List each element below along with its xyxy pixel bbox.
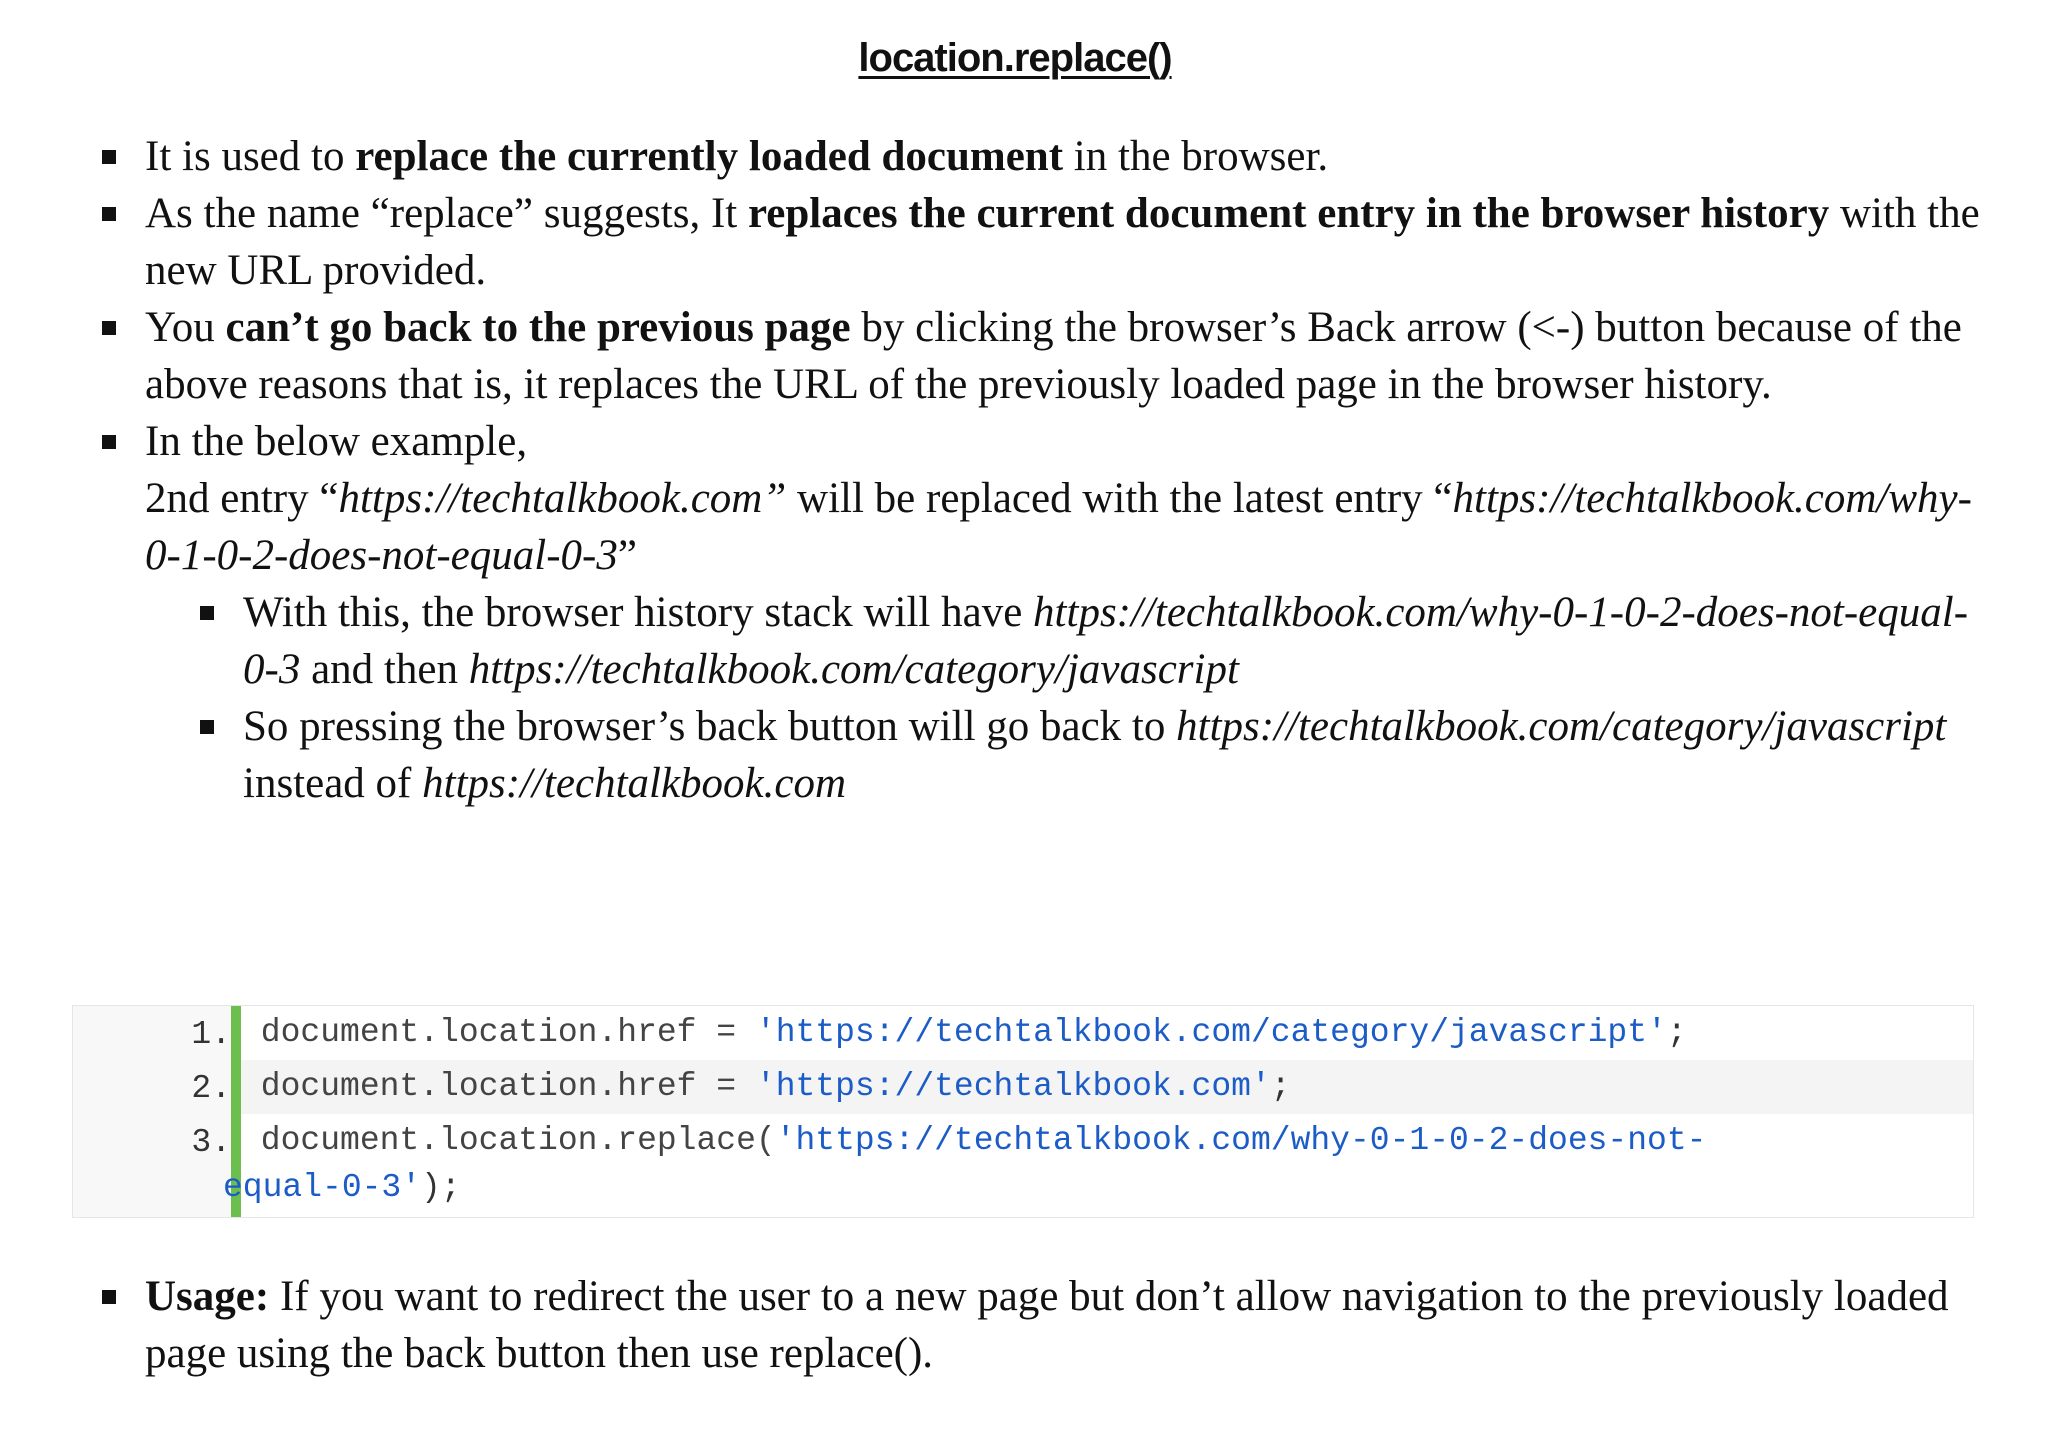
- section-title: location.replace(): [858, 36, 1172, 80]
- line-number: 2.: [191, 1070, 231, 1107]
- list-item: In the below example, 2nd entry “https://techtalkbook.com” will be replaced with the latest entry “https://techtalkbook.com/why-0-1-0-2-does-not-equal-0-3” With this, the browser history stack will have https://techtalkbook.com/why-0-1-0-2-does-not-equal-0-3 and then https://techtalkbook.com/category/javascript So pressing the browser’s back button will go back to https://techtalkbook.com/category/javascript instead of https://techtalkbook.com: [145, 413, 1985, 812]
- sub-bullet-list: [145, 584, 1985, 812]
- code-line: document.location.href = 'https://techtalkbook.com/category/javascript';: [241, 1014, 1687, 1051]
- line-number: 3.: [191, 1124, 231, 1161]
- sub-list-item: With this, the browser history stack will have https://techtalkbook.com/why-0-1-0-2-does-not-equal-0-3 and then https://techtalkbook.com/category/javascript: [243, 584, 1985, 698]
- list-item: It is used to replace the currently loaded document in the browser.: [145, 128, 1985, 185]
- code-gutter: [73, 1006, 231, 1217]
- line-number: 1.: [191, 1016, 231, 1053]
- code-line-wrap: equal-0-3');: [223, 1169, 461, 1206]
- list-item: As the name “replace” suggests, It replaces the current document entry in the browser history with the new URL provided.: [145, 185, 1985, 299]
- code-block: [72, 1005, 1974, 1218]
- article-body: [0, 128, 2048, 812]
- usage-section: [0, 1268, 2048, 1382]
- code-line: document.location.replace('https://techtalkbook.com/why-0-1-0-2-does-not-: [241, 1122, 1707, 1159]
- usage-item: Usage: If you want to redirect the user to a new page but don’t allow navigation to the previously loaded page using the back button then use replace().: [145, 1268, 1985, 1382]
- usage-list: [0, 1268, 1985, 1382]
- main-bullet-list: [0, 128, 1985, 812]
- code-line: document.location.href = 'https://techtalkbook.com';: [241, 1060, 1973, 1114]
- sub-list-item: So pressing the browser’s back button will go back to https://techtalkbook.com/category/javascript instead of https://techtalkbook.com: [243, 698, 1985, 812]
- list-item: You can’t go back to the previous page by clicking the browser’s Back arrow (<-) button because of the above reasons that is, it replaces the URL of the previously loaded page in the browser history.: [145, 299, 1985, 413]
